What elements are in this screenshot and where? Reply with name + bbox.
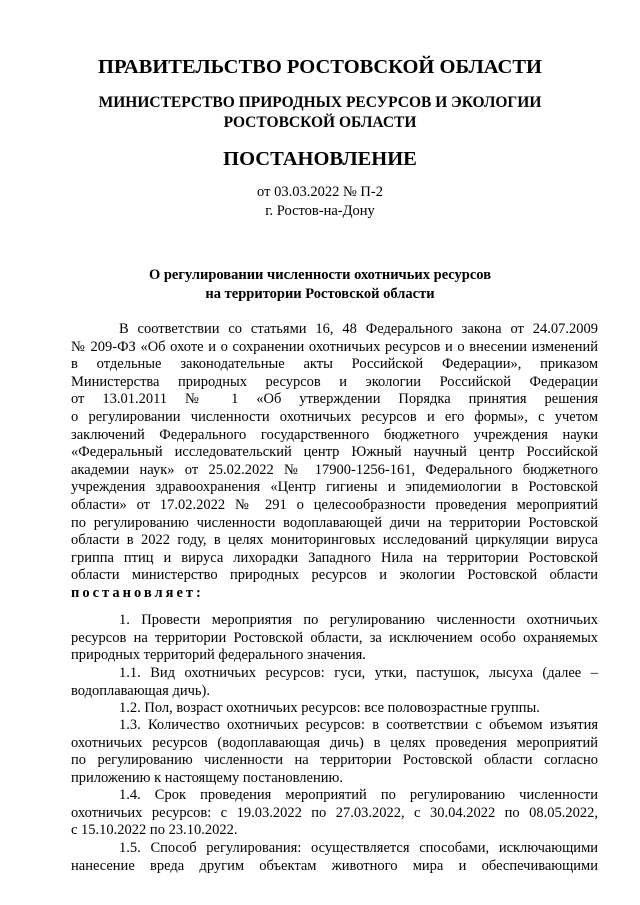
document-meta — [40, 183, 600, 221]
preamble-line: Министерства природных ресурсов и экологии Российской Федерации — [71, 373, 598, 390]
item-line: водоплавающая дичь). — [71, 682, 210, 699]
preamble-line: «Федеральный исследовательский центр Южный научный центр Российской — [71, 444, 598, 461]
item-line: 1.1. Вид охотничьих ресурсов: гуси, утки, пастушок, лысуха (далее – — [119, 665, 598, 681]
city: г. Ростов-на-Дону — [265, 203, 375, 219]
ministry-title-line2: РОСТОВСКОЙ ОБЛАСТИ — [223, 114, 417, 131]
document-subject — [40, 266, 600, 304]
item-1-1 — [71, 665, 598, 700]
preamble-line: академии наук» от 25.02.2022 № 17900-1256-161, Федерального бюджетного — [71, 461, 598, 478]
item-line: по регулированию численности на территории Ростовской области согласно — [71, 752, 598, 769]
preamble-line: от 13.01.2011 № 1 «Об утверждении Порядка принятия решения — [71, 391, 598, 408]
preamble-line: области» от 17.02.2022 № 291 о целесообразности проведения мероприятий — [71, 496, 598, 513]
preamble-line: в отдельные законодательные акты Российской Федерации», приказом — [71, 356, 598, 373]
subject-line1: О регулировании численности охотничьих ресурсов — [148, 267, 492, 283]
decrees-word: постановляет: — [71, 584, 204, 601]
item-1 — [71, 612, 598, 665]
preamble-line: по регулированию численности водоплавающей дичи на территории Ростовской — [71, 514, 598, 531]
preamble-line: заключений Федерального государственного бюджетного учреждения науки — [71, 426, 598, 443]
item-line: 1.2. Пол, возраст охотничьих ресурсов: все половозрастные группы. — [119, 700, 540, 716]
item-line: 1.4. Срок проведения мероприятий по регулированию численности — [119, 787, 598, 803]
item-line: 1.3. Количество охотничьих ресурсов: в соответствии с объемом изъятия — [119, 717, 598, 733]
item-line: 1.5. Способ регулирования: осуществляется способами, исключающими — [119, 840, 598, 856]
preamble-line: В соответствии со статьями 16, 48 Федерального закона от 24.07.2009 — [119, 321, 598, 337]
date-number: от 03.03.2022 № П-2 — [257, 184, 383, 200]
item-line: охотничьих ресурсов: с 19.03.2022 по 27.03.2022, с 30.04.2022 по 08.05.2022, — [71, 804, 598, 821]
preamble-line: учреждения здравоохранения «Центр гигиены и эпидемиологии в Ростовской — [71, 479, 598, 496]
item-1-4 — [71, 787, 598, 840]
preamble-line: области министерство природных ресурсов и экологии Ростовской области — [71, 567, 598, 584]
item-line: с 15.10.2022 по 23.10.2022. — [71, 822, 238, 839]
subject-line2: на территории Ростовской области — [205, 286, 435, 302]
ministry-title-line1: МИНИСТЕРСТВО ПРИРОДНЫХ РЕСУРСОВ И ЭКОЛОГИИ — [98, 94, 542, 111]
government-title: ПРАВИТЕЛЬСТВО РОСТОВСКОЙ ОБЛАСТИ — [98, 56, 542, 78]
item-line: ресурсов на территории Ростовской области, за исключением особо охраняемых — [71, 629, 598, 646]
preamble-line: о регулировании численности охотничьих ресурсов и его формы», с учетом — [71, 408, 598, 425]
item-line: приложению к настоящему постановлению. — [71, 769, 343, 786]
preamble-line: гриппа птиц и вируса лихорадки Западного Нила на территории Ростовской — [71, 549, 598, 566]
item-line: охотничьих ресурсов (водоплавающая дичь) в целях проведения мероприятий — [71, 734, 598, 751]
item-line: природных территорий федерального значения. — [71, 647, 366, 664]
preamble-line: № 209-ФЗ «Об охоте и о сохранении охотничьих ресурсов и о внесении изменений — [71, 338, 598, 355]
preamble-line: области в 2022 году, в целях мониторинговых исследований циркуляции вируса — [71, 532, 598, 549]
item-1-5 — [71, 840, 598, 875]
item-1-3 — [71, 717, 598, 787]
ministry-title — [40, 93, 600, 133]
item-1-2 — [71, 700, 598, 718]
preamble — [71, 321, 598, 603]
item-line: 1. Провести мероприятия по регулированию численности охотничьих — [119, 612, 598, 628]
item-line: нанесение вреда другим объектам животного мира и обеспечивающими — [71, 857, 598, 874]
document-type: ПОСТАНОВЛЕНИЕ — [223, 148, 417, 170]
